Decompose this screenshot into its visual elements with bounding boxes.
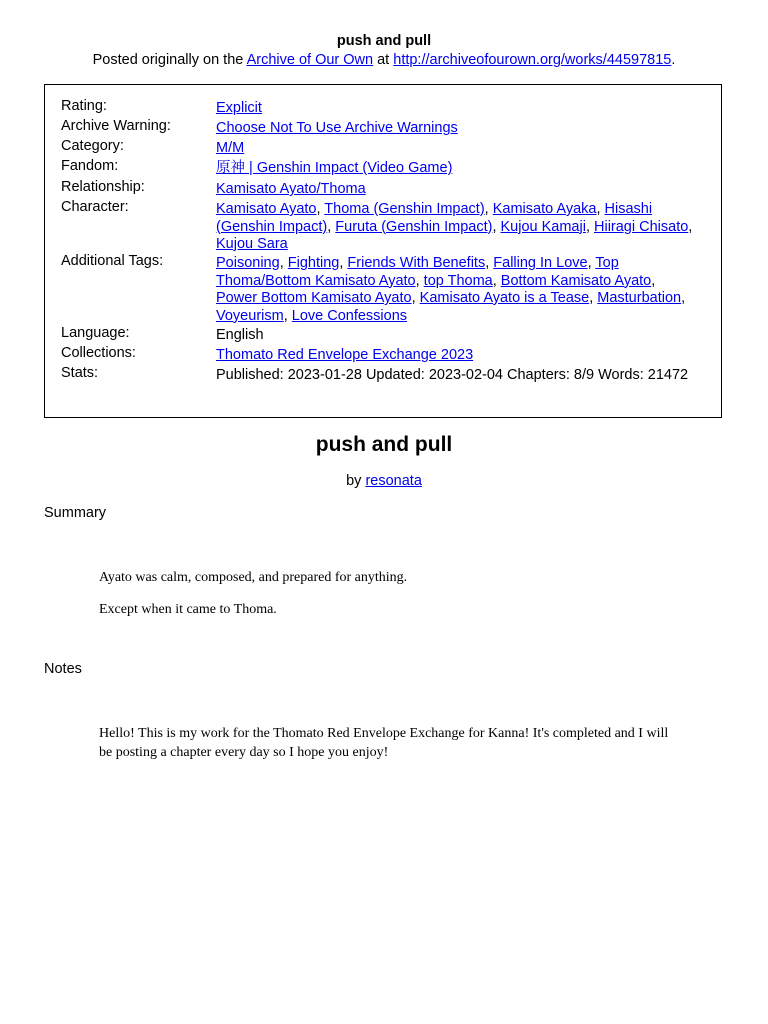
additional-tag[interactable]: Top Thoma/Bottom Kamisato Ayato <box>216 255 619 289</box>
work-url-link[interactable]: http://archiveofourown.org/works/44597815 <box>393 52 672 68</box>
fandom-value-wrap <box>216 160 696 178</box>
summary-paragraph: Ayato was calm, composed, and prepared for anything. <box>99 570 408 585</box>
notes-heading: Notes <box>44 661 82 677</box>
character-tag[interactable]: Thoma (Genshin Impact) <box>324 201 485 217</box>
document-title: push and pull <box>336 33 432 49</box>
language-value: English <box>216 327 264 343</box>
summary-paragraph: Except when it came to Thoma. <box>99 602 277 617</box>
character-tag[interactable]: Kamisato Ayato <box>216 201 317 217</box>
additional-tag[interactable]: Poisoning <box>216 255 280 271</box>
category-value-wrap <box>216 140 696 158</box>
document-header <box>0 32 768 70</box>
language-label: Language: <box>61 325 130 341</box>
url-suffix: . <box>671 52 676 68</box>
additional-tag[interactable]: Masturbation <box>597 290 682 306</box>
stats-value: Published: 2023-01-28 Updated: 2023-02-04 Chapters: 8/9 Words: 21472 <box>216 367 689 383</box>
collections-label: Collections: <box>61 345 136 361</box>
rating-label: Rating: <box>61 98 107 114</box>
at-text: at <box>373 52 394 68</box>
additional-tag[interactable]: Kamisato Ayato is a Tease <box>419 290 590 306</box>
stats-label: Stats: <box>61 365 99 381</box>
additional-tag[interactable]: Love Confessions <box>291 307 408 324</box>
category-link[interactable]: M/M <box>216 140 245 156</box>
warning-label: Archive Warning: <box>61 118 171 134</box>
character-label: Character: <box>61 199 129 215</box>
character-tag[interactable]: Furuta (Genshin Impact) <box>335 218 493 235</box>
rating-link[interactable]: Explicit <box>216 100 262 116</box>
posted-line <box>0 51 768 70</box>
character-list: Kamisato Ayato, Thoma (Genshin Impact), Kamisato Ayaka, Hisashi (Genshin Impact), Furuta (Genshin Impact), Kujou Kamaji, Hiiragi Chisato, Kujou Sara <box>216 201 693 252</box>
rating-value-wrap <box>216 100 696 118</box>
additional-tag[interactable]: Falling In Love <box>493 255 588 271</box>
relationship-value-wrap <box>216 181 696 199</box>
character-tag[interactable]: Hisashi (Genshin Impact) <box>216 201 653 235</box>
fandom-link[interactable]: 原神 | Genshin Impact (Video Game) <box>216 160 453 176</box>
additional-tag[interactable]: top Thoma <box>423 272 493 289</box>
collection-link[interactable]: Thomato Red Envelope Exchange 2023 <box>216 347 474 363</box>
character-tag[interactable]: Kamisato Ayaka <box>492 201 597 217</box>
work-title: push and pull <box>315 433 453 456</box>
notes-paragraph: Hello! This is my work for the Thomato Red Envelope Exchange for Kanna! It's completed and I will be posting a chapter every day so I hope you enjoy! <box>99 726 669 760</box>
character-tag[interactable]: Kujou Kamaji <box>500 218 586 235</box>
category-label: Category: <box>61 138 124 154</box>
fandom-label: Fandom: <box>61 158 119 174</box>
character-tag[interactable]: Hiiragi Chisato <box>594 218 689 235</box>
warning-link[interactable]: Choose Not To Use Archive Warnings <box>216 120 458 136</box>
relationship-label: Relationship: <box>61 179 145 195</box>
warning-value-wrap <box>216 120 696 138</box>
additional-tag[interactable]: Fighting <box>287 255 340 271</box>
by-text: by <box>346 473 366 489</box>
posted-prefix: Posted originally on the <box>92 52 247 68</box>
additional-tag[interactable]: Friends With Benefits <box>347 255 486 271</box>
additional-tag[interactable]: Power Bottom Kamisato Ayato <box>216 290 412 306</box>
archive-link[interactable]: Archive of Our Own <box>246 52 374 68</box>
collections-value-wrap <box>216 347 696 365</box>
metadata-box <box>44 84 722 418</box>
author-link[interactable]: resonata <box>365 473 422 489</box>
summary-heading: Summary <box>44 505 107 521</box>
byline <box>0 472 768 491</box>
tags-label: Additional Tags: <box>61 253 164 269</box>
additional-tag[interactable]: Voyeurism <box>216 307 284 324</box>
tags-list: Poisoning, Fighting, Friends With Benefits, Falling In Love, Top Thoma/Bottom Kamisato Ayato, top Thoma, Bottom Kamisato Ayato, Power Bottom Kamisato Ayato, Kamisato Ayato is a Tease, Masturbation, Voyeurism, Love Confessions <box>216 255 686 324</box>
character-tag[interactable]: Kujou Sara <box>216 236 288 252</box>
relationship-link[interactable]: Kamisato Ayato/Thoma <box>216 181 366 197</box>
additional-tag[interactable]: Bottom Kamisato Ayato <box>500 272 652 289</box>
